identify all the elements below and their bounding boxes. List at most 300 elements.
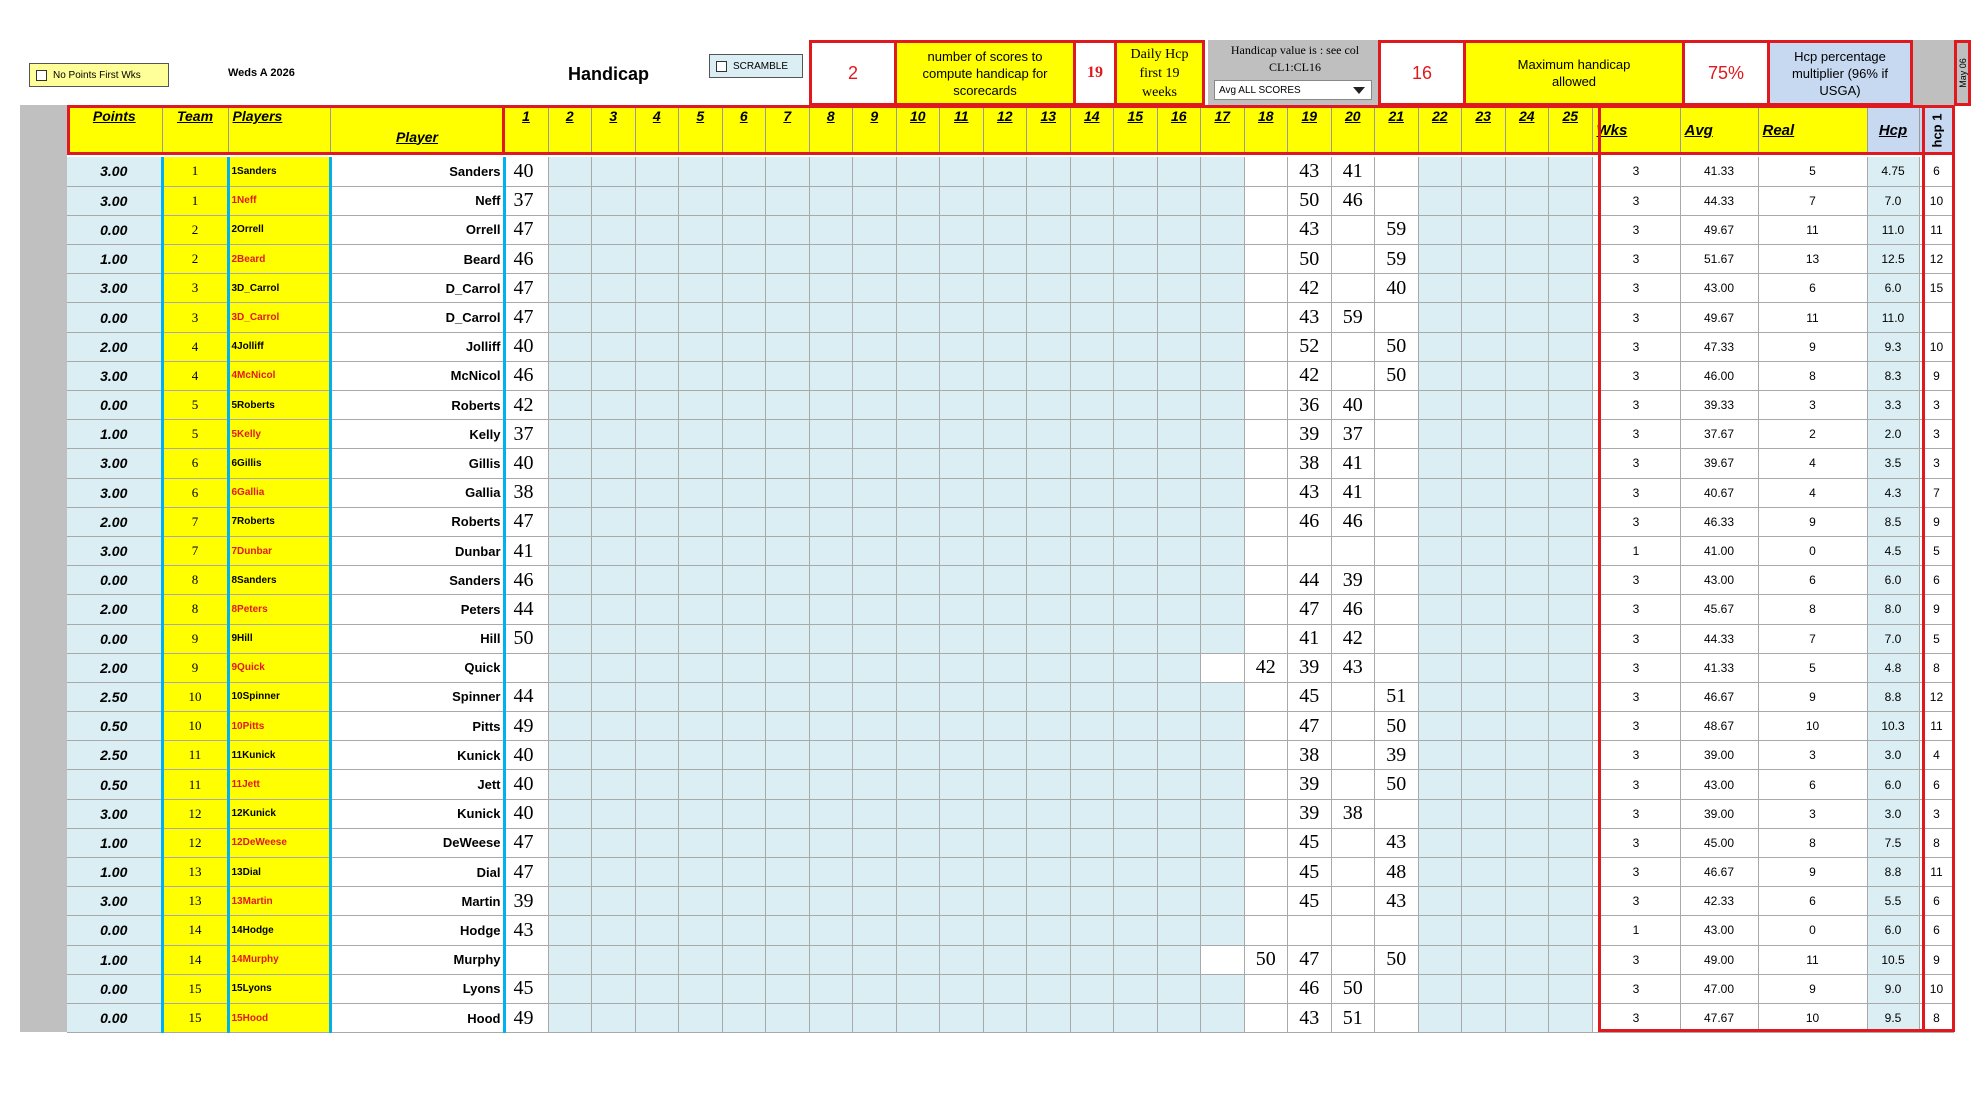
score-cell-week-17[interactable] <box>1201 887 1245 916</box>
score-cell-week-16[interactable] <box>1157 391 1201 420</box>
score-cell-week-21[interactable]: 50 <box>1375 332 1419 361</box>
player-cell[interactable]: Beard <box>330 245 504 274</box>
score-cell-week-5[interactable] <box>679 916 723 945</box>
score-cell-week-11[interactable] <box>940 536 984 565</box>
team-cell[interactable]: 1 <box>162 157 228 186</box>
hcp-cell[interactable]: 4.75 <box>1867 157 1919 186</box>
score-cell-week-2[interactable] <box>548 1003 592 1032</box>
players-cell[interactable]: 13Martin <box>228 887 330 916</box>
score-cell-week-8[interactable] <box>809 653 853 682</box>
score-cell-week-18[interactable] <box>1244 186 1288 215</box>
score-cell-week-7[interactable] <box>766 916 810 945</box>
score-cell-week-5[interactable] <box>679 507 723 536</box>
score-cell-week-7[interactable] <box>766 157 810 186</box>
score-cell-week-12[interactable] <box>983 215 1027 244</box>
score-cell-week-14[interactable] <box>1070 391 1114 420</box>
real-cell[interactable]: 10 <box>1758 712 1867 741</box>
score-cell-week-25[interactable] <box>1549 624 1593 653</box>
col-player[interactable]: Player <box>330 105 504 153</box>
wks-cell[interactable]: 3 <box>1592 682 1680 711</box>
points-cell[interactable]: 1.00 <box>67 245 162 274</box>
score-cell-week-18[interactable] <box>1244 245 1288 274</box>
score-cell-week-19[interactable]: 52 <box>1288 332 1332 361</box>
player-cell[interactable]: Peters <box>330 595 504 624</box>
score-cell-week-10[interactable] <box>896 799 940 828</box>
hcp1-cell[interactable]: 9 <box>1919 361 1954 390</box>
score-cell-week-9[interactable] <box>853 420 897 449</box>
score-cell-week-25[interactable] <box>1549 945 1593 974</box>
score-cell-week-18[interactable] <box>1244 828 1288 857</box>
score-cell-week-2[interactable] <box>548 624 592 653</box>
score-cell-week-18[interactable] <box>1244 799 1288 828</box>
score-cell-week-17[interactable] <box>1201 624 1245 653</box>
score-cell-week-25[interactable] <box>1549 653 1593 682</box>
score-cell-week-21[interactable]: 40 <box>1375 274 1419 303</box>
scramble-checkbox[interactable] <box>709 54 803 78</box>
score-cell-week-23[interactable] <box>1462 245 1506 274</box>
max-hcp-value[interactable] <box>1378 40 1466 106</box>
score-cell-week-5[interactable] <box>679 186 723 215</box>
score-cell-week-20[interactable] <box>1331 361 1375 390</box>
score-cell-week-23[interactable] <box>1462 595 1506 624</box>
score-cell-week-15[interactable] <box>1114 945 1158 974</box>
score-cell-week-11[interactable] <box>940 186 984 215</box>
wks-cell[interactable]: 3 <box>1592 828 1680 857</box>
score-cell-week-1[interactable]: 40 <box>504 157 548 186</box>
points-cell[interactable]: 1.00 <box>67 945 162 974</box>
score-cell-week-9[interactable] <box>853 303 897 332</box>
score-cell-week-21[interactable]: 50 <box>1375 712 1419 741</box>
score-cell-week-2[interactable] <box>548 391 592 420</box>
real-cell[interactable]: 3 <box>1758 741 1867 770</box>
hcp-cell[interactable]: 6.0 <box>1867 274 1919 303</box>
score-cell-week-17[interactable] <box>1201 449 1245 478</box>
score-cell-week-4[interactable] <box>635 361 679 390</box>
score-cell-week-8[interactable] <box>809 361 853 390</box>
real-cell[interactable]: 6 <box>1758 887 1867 916</box>
score-cell-week-12[interactable] <box>983 712 1027 741</box>
score-cell-week-21[interactable] <box>1375 566 1419 595</box>
score-cell-week-4[interactable] <box>635 245 679 274</box>
hcp1-cell[interactable]: 6 <box>1919 770 1954 799</box>
col-wks[interactable]: Wks <box>1592 105 1680 153</box>
score-cell-week-8[interactable] <box>809 274 853 303</box>
score-cell-week-22[interactable] <box>1418 536 1462 565</box>
score-cell-week-23[interactable] <box>1462 916 1506 945</box>
score-cell-week-1[interactable]: 40 <box>504 770 548 799</box>
score-cell-week-18[interactable] <box>1244 536 1288 565</box>
score-cell-week-5[interactable] <box>679 974 723 1003</box>
score-cell-week-24[interactable] <box>1505 566 1549 595</box>
score-cell-week-3[interactable] <box>592 916 636 945</box>
score-cell-week-1[interactable] <box>504 945 548 974</box>
score-cell-week-8[interactable] <box>809 157 853 186</box>
points-cell[interactable]: 3.00 <box>67 887 162 916</box>
hcp1-cell[interactable]: 10 <box>1919 186 1954 215</box>
score-cell-week-1[interactable]: 46 <box>504 245 548 274</box>
avg-cell[interactable]: 42.33 <box>1680 887 1758 916</box>
score-cell-week-17[interactable] <box>1201 566 1245 595</box>
hcp1-cell[interactable]: 5 <box>1919 624 1954 653</box>
wks-cell[interactable]: 3 <box>1592 449 1680 478</box>
hcp-cell[interactable]: 9.0 <box>1867 974 1919 1003</box>
players-cell[interactable]: 11Kunick <box>228 741 330 770</box>
score-cell-week-9[interactable] <box>853 1003 897 1032</box>
score-cell-week-17[interactable] <box>1201 391 1245 420</box>
score-cell-week-19[interactable]: 47 <box>1288 712 1332 741</box>
score-cell-week-6[interactable] <box>722 595 766 624</box>
score-cell-week-3[interactable] <box>592 712 636 741</box>
hcp1-cell[interactable]: 3 <box>1919 420 1954 449</box>
score-cell-week-18[interactable] <box>1244 449 1288 478</box>
score-cell-week-4[interactable] <box>635 624 679 653</box>
points-cell[interactable]: 2.00 <box>67 507 162 536</box>
score-cell-week-10[interactable] <box>896 1003 940 1032</box>
player-cell[interactable]: Spinner <box>330 682 504 711</box>
score-cell-week-9[interactable] <box>853 391 897 420</box>
score-cell-week-24[interactable] <box>1505 449 1549 478</box>
hcp1-cell[interactable]: 11 <box>1919 858 1954 887</box>
score-cell-week-15[interactable] <box>1114 712 1158 741</box>
team-cell[interactable]: 6 <box>162 449 228 478</box>
score-cell-week-17[interactable] <box>1201 770 1245 799</box>
score-cell-week-3[interactable] <box>592 974 636 1003</box>
score-cell-week-5[interactable] <box>679 449 723 478</box>
score-cell-week-15[interactable] <box>1114 916 1158 945</box>
col-week-20[interactable]: 20 <box>1331 105 1375 153</box>
score-cell-week-12[interactable] <box>983 624 1027 653</box>
player-cell[interactable]: Jett <box>330 770 504 799</box>
score-cell-week-25[interactable] <box>1549 566 1593 595</box>
score-cell-week-21[interactable] <box>1375 974 1419 1003</box>
real-cell[interactable]: 11 <box>1758 215 1867 244</box>
score-cell-week-7[interactable] <box>766 741 810 770</box>
score-cell-week-19[interactable]: 45 <box>1288 828 1332 857</box>
score-cell-week-23[interactable] <box>1462 858 1506 887</box>
points-cell[interactable]: 1.00 <box>67 420 162 449</box>
score-cell-week-19[interactable]: 46 <box>1288 974 1332 1003</box>
score-cell-week-17[interactable] <box>1201 1003 1245 1032</box>
score-cell-week-12[interactable] <box>983 653 1027 682</box>
score-cell-week-6[interactable] <box>722 799 766 828</box>
score-cell-week-20[interactable]: 41 <box>1331 478 1375 507</box>
score-cell-week-18[interactable] <box>1244 887 1288 916</box>
score-cell-week-1[interactable]: 49 <box>504 1003 548 1032</box>
score-cell-week-11[interactable] <box>940 712 984 741</box>
score-cell-week-20[interactable]: 41 <box>1331 157 1375 186</box>
score-cell-week-17[interactable] <box>1201 478 1245 507</box>
hcp-cell[interactable]: 4.5 <box>1867 536 1919 565</box>
team-cell[interactable]: 13 <box>162 858 228 887</box>
hcp-cell[interactable]: 2.0 <box>1867 420 1919 449</box>
score-cell-week-3[interactable] <box>592 536 636 565</box>
team-cell[interactable]: 15 <box>162 1003 228 1032</box>
score-cell-week-6[interactable] <box>722 303 766 332</box>
score-cell-week-13[interactable] <box>1027 799 1071 828</box>
score-cell-week-4[interactable] <box>635 1003 679 1032</box>
hcp1-cell[interactable]: 3 <box>1919 799 1954 828</box>
score-cell-week-5[interactable] <box>679 770 723 799</box>
score-cell-week-18[interactable] <box>1244 332 1288 361</box>
hcp-cell[interactable]: 6.0 <box>1867 770 1919 799</box>
real-cell[interactable]: 8 <box>1758 361 1867 390</box>
hcp-cell[interactable]: 10.5 <box>1867 945 1919 974</box>
score-cell-week-14[interactable] <box>1070 420 1114 449</box>
score-cell-week-7[interactable] <box>766 595 810 624</box>
score-cell-week-11[interactable] <box>940 653 984 682</box>
hcp1-cell[interactable]: 9 <box>1919 507 1954 536</box>
score-cell-week-1[interactable]: 46 <box>504 566 548 595</box>
score-cell-week-4[interactable] <box>635 391 679 420</box>
score-cell-week-22[interactable] <box>1418 624 1462 653</box>
score-cell-week-6[interactable] <box>722 770 766 799</box>
score-cell-week-6[interactable] <box>722 712 766 741</box>
hcp-cell[interactable]: 3.3 <box>1867 391 1919 420</box>
score-cell-week-15[interactable] <box>1114 741 1158 770</box>
score-cell-week-21[interactable] <box>1375 624 1419 653</box>
player-cell[interactable]: DeWeese <box>330 828 504 857</box>
score-cell-week-7[interactable] <box>766 186 810 215</box>
score-cell-week-24[interactable] <box>1505 974 1549 1003</box>
score-cell-week-8[interactable] <box>809 449 853 478</box>
col-week-21[interactable]: 21 <box>1375 105 1419 153</box>
player-cell[interactable]: Orrell <box>330 215 504 244</box>
score-cell-week-19[interactable]: 45 <box>1288 887 1332 916</box>
score-cell-week-22[interactable] <box>1418 828 1462 857</box>
score-cell-week-15[interactable] <box>1114 858 1158 887</box>
score-cell-week-25[interactable] <box>1549 157 1593 186</box>
real-cell[interactable]: 9 <box>1758 682 1867 711</box>
score-cell-week-21[interactable] <box>1375 595 1419 624</box>
real-cell[interactable]: 0 <box>1758 916 1867 945</box>
score-cell-week-12[interactable] <box>983 186 1027 215</box>
score-cell-week-23[interactable] <box>1462 1003 1506 1032</box>
score-cell-week-14[interactable] <box>1070 624 1114 653</box>
wks-cell[interactable]: 3 <box>1592 595 1680 624</box>
score-cell-week-2[interactable] <box>548 186 592 215</box>
score-cell-week-13[interactable] <box>1027 682 1071 711</box>
score-cell-week-7[interactable] <box>766 274 810 303</box>
score-cell-week-13[interactable] <box>1027 712 1071 741</box>
score-cell-week-18[interactable]: 50 <box>1244 945 1288 974</box>
score-cell-week-3[interactable] <box>592 741 636 770</box>
avg-cell[interactable]: 45.67 <box>1680 595 1758 624</box>
hcp1-cell[interactable]: 9 <box>1919 595 1954 624</box>
score-cell-week-9[interactable] <box>853 507 897 536</box>
score-cell-week-1[interactable]: 50 <box>504 624 548 653</box>
score-cell-week-22[interactable] <box>1418 215 1462 244</box>
real-cell[interactable]: 9 <box>1758 858 1867 887</box>
score-cell-week-23[interactable] <box>1462 478 1506 507</box>
score-cell-week-19[interactable]: 43 <box>1288 478 1332 507</box>
score-cell-week-23[interactable] <box>1462 186 1506 215</box>
score-cell-week-6[interactable] <box>722 536 766 565</box>
wks-cell[interactable]: 1 <box>1592 536 1680 565</box>
score-cell-week-2[interactable] <box>548 303 592 332</box>
score-cell-week-15[interactable] <box>1114 595 1158 624</box>
score-cell-week-20[interactable] <box>1331 945 1375 974</box>
score-cell-week-16[interactable] <box>1157 974 1201 1003</box>
avg-cell[interactable]: 40.67 <box>1680 478 1758 507</box>
score-cell-week-25[interactable] <box>1549 361 1593 390</box>
hcp1-cell[interactable]: 12 <box>1919 245 1954 274</box>
score-cell-week-11[interactable] <box>940 566 984 595</box>
score-cell-week-16[interactable] <box>1157 215 1201 244</box>
score-cell-week-4[interactable] <box>635 887 679 916</box>
score-cell-week-13[interactable] <box>1027 624 1071 653</box>
score-cell-week-15[interactable] <box>1114 157 1158 186</box>
players-cell[interactable]: 8Peters <box>228 595 330 624</box>
score-cell-week-3[interactable] <box>592 653 636 682</box>
score-cell-week-12[interactable] <box>983 391 1027 420</box>
score-cell-week-1[interactable]: 40 <box>504 332 548 361</box>
score-cell-week-14[interactable] <box>1070 215 1114 244</box>
score-cell-week-6[interactable] <box>722 974 766 1003</box>
hcp-cell[interactable]: 5.5 <box>1867 887 1919 916</box>
hcp-cell[interactable]: 7.0 <box>1867 624 1919 653</box>
score-cell-week-8[interactable] <box>809 682 853 711</box>
score-cell-week-24[interactable] <box>1505 245 1549 274</box>
score-cell-week-18[interactable] <box>1244 566 1288 595</box>
score-cell-week-9[interactable] <box>853 945 897 974</box>
player-cell[interactable]: Gillis <box>330 449 504 478</box>
score-cell-week-19[interactable]: 38 <box>1288 449 1332 478</box>
hcp-cell[interactable]: 3.0 <box>1867 741 1919 770</box>
score-cell-week-13[interactable] <box>1027 215 1071 244</box>
score-cell-week-2[interactable] <box>548 945 592 974</box>
hcp-cell[interactable]: 4.3 <box>1867 478 1919 507</box>
score-cell-week-16[interactable] <box>1157 274 1201 303</box>
col-week-11[interactable]: 11 <box>940 105 984 153</box>
score-cell-week-12[interactable] <box>983 916 1027 945</box>
score-cell-week-21[interactable] <box>1375 1003 1419 1032</box>
score-cell-week-2[interactable] <box>548 799 592 828</box>
hcp1-cell[interactable]: 6 <box>1919 916 1954 945</box>
score-cell-week-13[interactable] <box>1027 770 1071 799</box>
score-cell-week-3[interactable] <box>592 799 636 828</box>
score-cell-week-2[interactable] <box>548 245 592 274</box>
col-players[interactable]: Players <box>228 105 330 153</box>
score-cell-week-24[interactable] <box>1505 186 1549 215</box>
player-cell[interactable]: Sanders <box>330 566 504 595</box>
score-cell-week-19[interactable]: 39 <box>1288 653 1332 682</box>
score-cell-week-11[interactable] <box>940 682 984 711</box>
score-cell-week-24[interactable] <box>1505 303 1549 332</box>
wks-cell[interactable]: 3 <box>1592 712 1680 741</box>
avg-cell[interactable]: 49.67 <box>1680 303 1758 332</box>
score-cell-week-16[interactable] <box>1157 536 1201 565</box>
score-cell-week-3[interactable] <box>592 682 636 711</box>
score-cell-week-17[interactable] <box>1201 653 1245 682</box>
score-cell-week-12[interactable] <box>983 945 1027 974</box>
score-cell-week-18[interactable] <box>1244 157 1288 186</box>
score-cell-week-23[interactable] <box>1462 420 1506 449</box>
score-cell-week-6[interactable] <box>722 215 766 244</box>
score-cell-week-8[interactable] <box>809 536 853 565</box>
score-cell-week-20[interactable]: 46 <box>1331 595 1375 624</box>
score-cell-week-11[interactable] <box>940 332 984 361</box>
player-cell[interactable]: McNicol <box>330 361 504 390</box>
col-avg[interactable]: Avg <box>1680 105 1758 153</box>
score-cell-week-21[interactable]: 51 <box>1375 682 1419 711</box>
score-cell-week-19[interactable]: 38 <box>1288 741 1332 770</box>
score-cell-week-1[interactable]: 41 <box>504 536 548 565</box>
score-cell-week-13[interactable] <box>1027 157 1071 186</box>
real-cell[interactable]: 9 <box>1758 332 1867 361</box>
score-cell-week-16[interactable] <box>1157 1003 1201 1032</box>
score-cell-week-5[interactable] <box>679 858 723 887</box>
score-cell-week-13[interactable] <box>1027 974 1071 1003</box>
score-cell-week-19[interactable]: 39 <box>1288 770 1332 799</box>
score-cell-week-8[interactable] <box>809 887 853 916</box>
points-cell[interactable]: 1.00 <box>67 828 162 857</box>
avg-cell[interactable]: 39.33 <box>1680 391 1758 420</box>
score-cell-week-19[interactable]: 50 <box>1288 245 1332 274</box>
score-cell-week-7[interactable] <box>766 828 810 857</box>
score-cell-week-7[interactable] <box>766 536 810 565</box>
score-cell-week-22[interactable] <box>1418 945 1462 974</box>
score-cell-week-19[interactable]: 45 <box>1288 682 1332 711</box>
score-cell-week-10[interactable] <box>896 391 940 420</box>
points-cell[interactable]: 0.00 <box>67 916 162 945</box>
score-cell-week-8[interactable] <box>809 916 853 945</box>
players-cell[interactable]: 3D_Carrol <box>228 274 330 303</box>
score-cell-week-9[interactable] <box>853 245 897 274</box>
wks-cell[interactable]: 3 <box>1592 741 1680 770</box>
score-cell-week-9[interactable] <box>853 858 897 887</box>
score-cell-week-21[interactable] <box>1375 157 1419 186</box>
score-cell-week-10[interactable] <box>896 361 940 390</box>
score-cell-week-5[interactable] <box>679 741 723 770</box>
team-cell[interactable]: 9 <box>162 624 228 653</box>
score-cell-week-12[interactable] <box>983 770 1027 799</box>
hcp1-cell[interactable]: 11 <box>1919 712 1954 741</box>
points-cell[interactable]: 1.00 <box>67 858 162 887</box>
score-cell-week-8[interactable] <box>809 332 853 361</box>
score-cell-week-18[interactable] <box>1244 595 1288 624</box>
score-cell-week-17[interactable] <box>1201 974 1245 1003</box>
score-cell-week-6[interactable] <box>722 1003 766 1032</box>
players-cell[interactable]: 3D_Carrol <box>228 303 330 332</box>
score-cell-week-25[interactable] <box>1549 858 1593 887</box>
score-cell-week-13[interactable] <box>1027 186 1071 215</box>
score-cell-week-12[interactable] <box>983 566 1027 595</box>
score-cell-week-11[interactable] <box>940 828 984 857</box>
score-cell-week-4[interactable] <box>635 303 679 332</box>
score-cell-week-25[interactable] <box>1549 887 1593 916</box>
avg-cell[interactable]: 47.00 <box>1680 974 1758 1003</box>
score-cell-week-21[interactable]: 48 <box>1375 858 1419 887</box>
hcp1-cell[interactable]: 6 <box>1919 566 1954 595</box>
players-cell[interactable]: 14Hodge <box>228 916 330 945</box>
hcp1-cell[interactable]: 10 <box>1919 974 1954 1003</box>
score-cell-week-2[interactable] <box>548 361 592 390</box>
score-cell-week-10[interactable] <box>896 595 940 624</box>
score-cell-week-3[interactable] <box>592 945 636 974</box>
score-cell-week-21[interactable]: 43 <box>1375 887 1419 916</box>
score-cell-week-5[interactable] <box>679 1003 723 1032</box>
score-cell-week-2[interactable] <box>548 157 592 186</box>
score-cell-week-6[interactable] <box>722 682 766 711</box>
score-cell-week-20[interactable] <box>1331 245 1375 274</box>
score-cell-week-20[interactable]: 46 <box>1331 186 1375 215</box>
avg-cell[interactable]: 44.33 <box>1680 186 1758 215</box>
score-cell-week-22[interactable] <box>1418 712 1462 741</box>
score-cell-week-10[interactable] <box>896 945 940 974</box>
score-cell-week-20[interactable] <box>1331 215 1375 244</box>
hcp1-cell[interactable]: 3 <box>1919 449 1954 478</box>
score-cell-week-16[interactable] <box>1157 945 1201 974</box>
